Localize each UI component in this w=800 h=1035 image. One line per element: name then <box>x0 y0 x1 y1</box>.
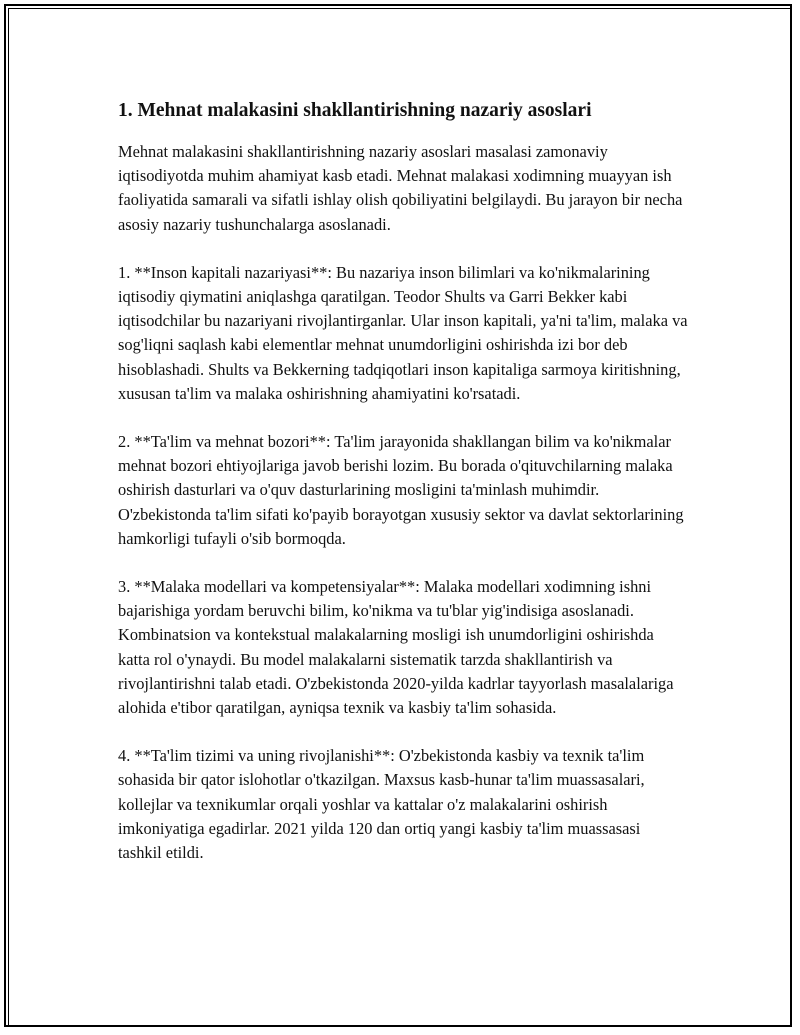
paragraph-competency-models: 3. **Malaka modellari va kompetensiyalar**: Malaka modellari xodimning ishni bajarishiga yordam beruvchi bilim, ko'nikma va tu'blar yig'indisiga asoslanadi. Kombinatsion va kontekstual malakalarning mosligi ish unumdorligini oshirishda katta rol o'ynaydi. Bu model malakalarni sistematik tarzda shakllantirish va rivojlantirishni talab etadi. O'zbekistonda 2020-yilda kadrlar tayyorlash masalalariga alohida e'tibor qaratilgan, ayniqsa texnik va kasbiy ta'lim sohasida. <box>118 577 674 718</box>
document-body <box>118 98 688 889</box>
paragraph-education-system: 4. **Ta'lim tizimi va uning rivojlanishi**: O'zbekistonda kasbiy va texnik ta'lim sohasida bir qator islohotlar o'tkazilgan. Maxsus kasb-hunar ta'lim muassasalari, kollejlar va texnikumlar orqali yoshlar va kattalar o'z malakalarini oshirish imkoniyatiga egadirlar. 2021 yilda 120 dan ortiq yangi kasbiy ta'lim muassasasi tashkil etildi. <box>118 746 645 863</box>
paragraph-intro: Mehnat malakasini shakllantirishning nazariy asoslari masalasi zamonaviy iqtisodiyotda muhim ahamiyat kasb etadi. Mehnat malakasi xodimning muayyan ish faoliyatida samarali va sifatli ishlay olish qobiliyatini belgilaydi. Bu jarayon bir necha asosiy nazariy tushunchalarga asoslanadi. <box>118 142 683 234</box>
page-frame <box>4 4 792 1027</box>
paragraph-human-capital: 1. **Inson kapitali nazariyasi**: Bu nazariya inson bilimlari va ko'nikmalarining iqtisodiy qiymatini aniqlashga qaratilgan. Teodor Shults va Garri Bekker kabi iqtisodchilar bu nazariyani rivojlantirganlar. Ular inson kapitali, ya'ni ta'lim, malaka va sog'liqni saqlash kabi elementlar mehnat unumdorligini oshirishda izi bor deb hisoblashadi. Shults va Bekkerning tadqiqotlari inson kapitaliga sarmoya kiritishning, xususan ta'lim va malaka oshirishning ahamiyatini ko'rsatadi. <box>118 262 688 403</box>
section-heading: 1. Mehnat malakasini shakllantirishning nazariy asoslari <box>118 100 592 121</box>
paragraph-education-labor-market: 2. **Ta'lim va mehnat bozori**: Ta'lim jarayonida shakllangan bilim va ko'nikmalar mehnat bozori ehtiyojlariga javob berishi lozim. Bu borada o'qituvchilarning malaka oshirish dasturlari va o'quv dasturlarining mosligini ta'minlash muhimdir. O'zbekistonda ta'lim sifati ko'payib borayotgan xususiy sektor va davlat sektorlarining hamkorligi tufayli o'sib bormoqda. <box>118 432 684 548</box>
